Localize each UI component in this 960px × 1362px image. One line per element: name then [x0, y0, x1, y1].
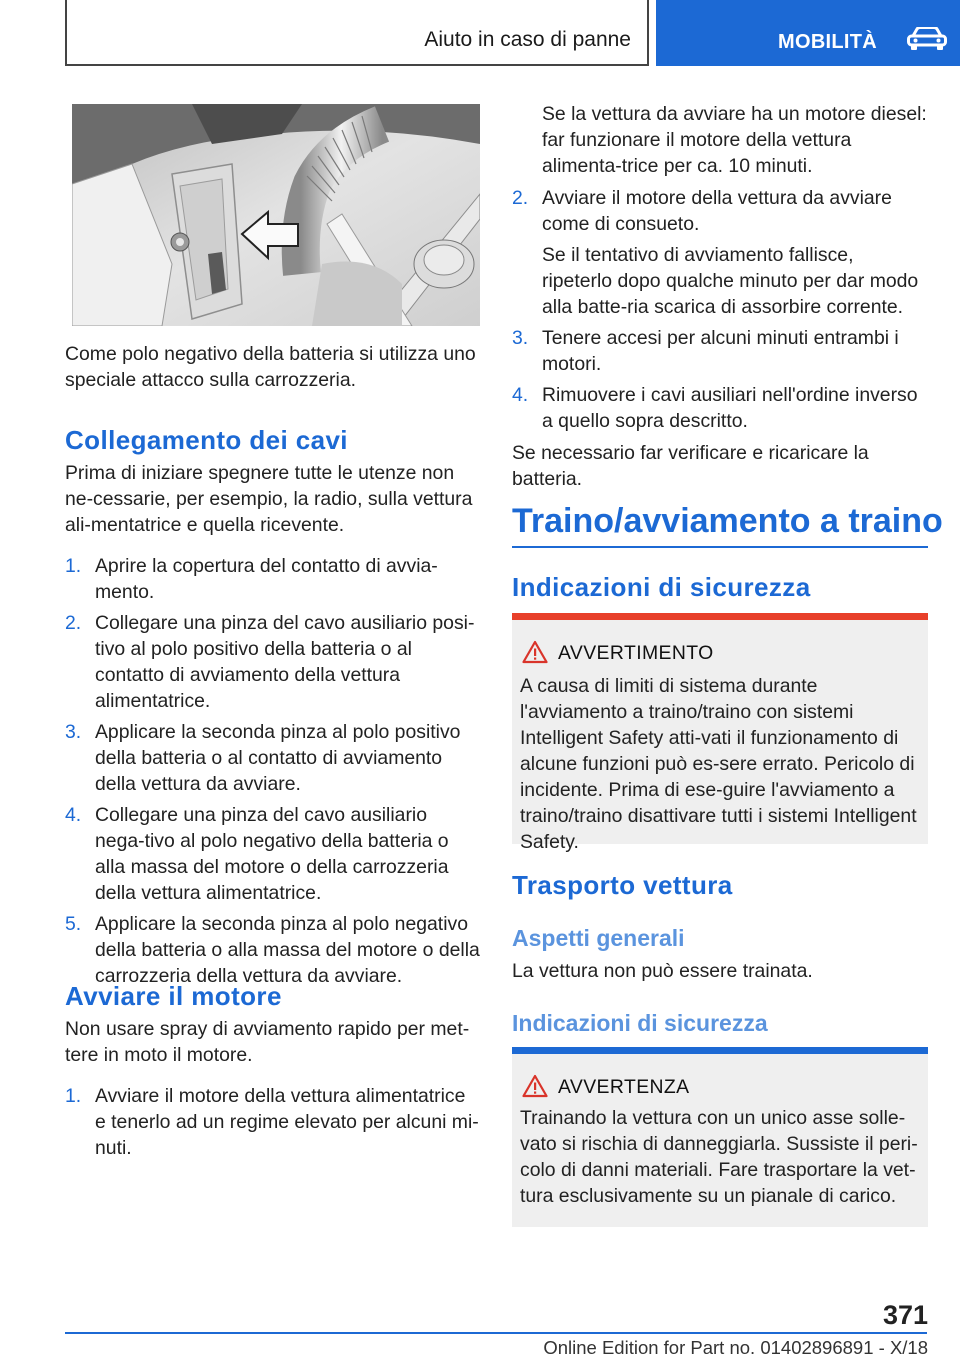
step-text: Aprire la copertura del contatto di avvia-mento.: [95, 555, 438, 603]
header-section-box: [65, 0, 649, 66]
warning-title: AVVERTIMENTO: [558, 642, 714, 664]
step-text: Avviare il motore della vettura alimentatrice e tenerlo ad un regime elevato per alcuni mi-nuti.: [95, 1085, 479, 1159]
step-text: Avviare il motore della vettura da avviare come di consueto.: [542, 187, 892, 235]
step-number: 4.: [512, 384, 529, 406]
step-text: Collegare una pinza del cavo ausiliario nega-tivo al polo negativo della batteria o alla massa del motore o della carrozzeria della vettura alimentatrice.: [95, 804, 449, 904]
step-number: 3.: [65, 721, 82, 743]
chapter-tab[interactable]: [656, 0, 960, 66]
step-number: 1.: [65, 1085, 82, 1107]
warning-triangle-icon: [522, 640, 548, 664]
cable-connection-steps: [65, 553, 480, 994]
step-text: Collegare una pinza del cavo ausiliario posi-tivo al polo positivo della batteria o al contatto di avviamento della vettura alimentatrice.: [95, 612, 475, 712]
heading-cable-connection: Collegamento dei cavi: [65, 425, 348, 455]
caution-bar: [512, 1047, 928, 1054]
step-text: Tenere accesi per alcuni minuti entrambi i motori.: [542, 327, 899, 375]
heading-start-engine: Avviare il motore: [65, 981, 282, 1011]
chapter-title: Traino/avviamento a traino: [512, 502, 943, 540]
page-number: 371: [882, 1300, 928, 1330]
cable-connection-intro: Prima di iniziare spegnere tutte le utenze non ne-cessarie, per esempio, la radio, sulla vettura ali-mentatrice e quella ricevente.: [65, 462, 473, 536]
step-number: 2.: [65, 612, 82, 634]
chapter-tab-label: MOBILITÀ: [778, 31, 878, 53]
caution-box: [512, 1047, 928, 1227]
heading-vehicle-transport: Trasporto vettura: [512, 870, 733, 900]
start-engine-steps-continued: [512, 185, 928, 439]
subheading-general: Aspetti generali: [512, 925, 685, 951]
car-icon: [907, 27, 947, 51]
engine-bay-photo: [72, 104, 480, 326]
step-text: Rimuovere i cavi ausiliari nell'ordine inverso a quello sopra descritto.: [542, 384, 918, 432]
start-engine-intro: Non usare spray di avviamento rapido per met-tere in moto il motore.: [65, 1018, 470, 1066]
battery-check-note: Se necessario far verificare e ricaricare la batteria.: [512, 442, 869, 490]
step-number: 2.: [512, 187, 529, 209]
warning-bar: [512, 613, 928, 620]
general-text: La vettura non può essere trainata.: [512, 960, 813, 982]
start-engine-steps: [65, 1083, 480, 1166]
list-item: [512, 325, 928, 377]
warning-text: A causa di limiti di sistema durante l'avviamento a traino/traino con sistemi Intelligent Safety atti-vati il funzionamento di alcune funzioni può es-sere errato. Pericolo di incidente. Prima di ese-guire l'avviamento a traino/traino disattivare tutti i sistemi Intelligent Safety.: [520, 675, 917, 853]
warning-triangle-icon: [522, 1074, 548, 1098]
footer-rule: [65, 1332, 927, 1334]
step-number: 5.: [65, 913, 82, 935]
diesel-note: Se la vettura da avviare ha un motore diesel: far funzionare il motore della vettura alimenta-trice per ca. 10 minuti.: [542, 103, 927, 177]
list-item: [65, 1083, 480, 1161]
edition-note: Online Edition for Part no. 01402896891 - X/18: [543, 1337, 928, 1358]
list-item: [65, 719, 480, 797]
chapter-title-rule: [512, 546, 928, 548]
caution-title: AVVERTENZA: [558, 1076, 690, 1098]
caution-text: Trainando la vettura con un unico asse solle-vato si rischia di danneggiarla. Sussiste il peri-colo di danni materiali. Fare trasportare la vet-tura esclusivamente su un pianale di carico.: [520, 1107, 918, 1207]
heading-safety-notes: Indicazioni di sicurezza: [512, 572, 811, 602]
step-text: Applicare la seconda pinza al polo negativo della batteria o alla massa del motore o della carrozzeria della vettura da avviare.: [95, 913, 480, 987]
step-number: 4.: [65, 804, 82, 826]
list-item: [65, 610, 480, 714]
list-item: [512, 382, 928, 434]
step-number: 3.: [512, 327, 529, 349]
section-title: Aiuto in caso di panne: [424, 28, 631, 51]
list-item: [65, 911, 480, 989]
step-subtext: Se il tentativo di avviamento fallisce, ripeterlo dopo qualche minuto per dar modo alla batte-ria scarica di assorbire corrente.: [542, 244, 919, 318]
photo-caption: Come polo negativo della batteria si utilizza uno speciale attacco sulla carrozzeria.: [65, 343, 476, 391]
list-item: [65, 553, 480, 605]
step-number: 1.: [65, 555, 82, 577]
warning-box: [512, 613, 928, 853]
subheading-safety-notes: Indicazioni di sicurezza: [512, 1010, 768, 1036]
list-item: [65, 802, 480, 906]
step-text: Applicare la seconda pinza al polo positivo della batteria o al contatto di avviamento della vettura da avviare.: [95, 721, 461, 795]
list-item: [512, 185, 928, 320]
